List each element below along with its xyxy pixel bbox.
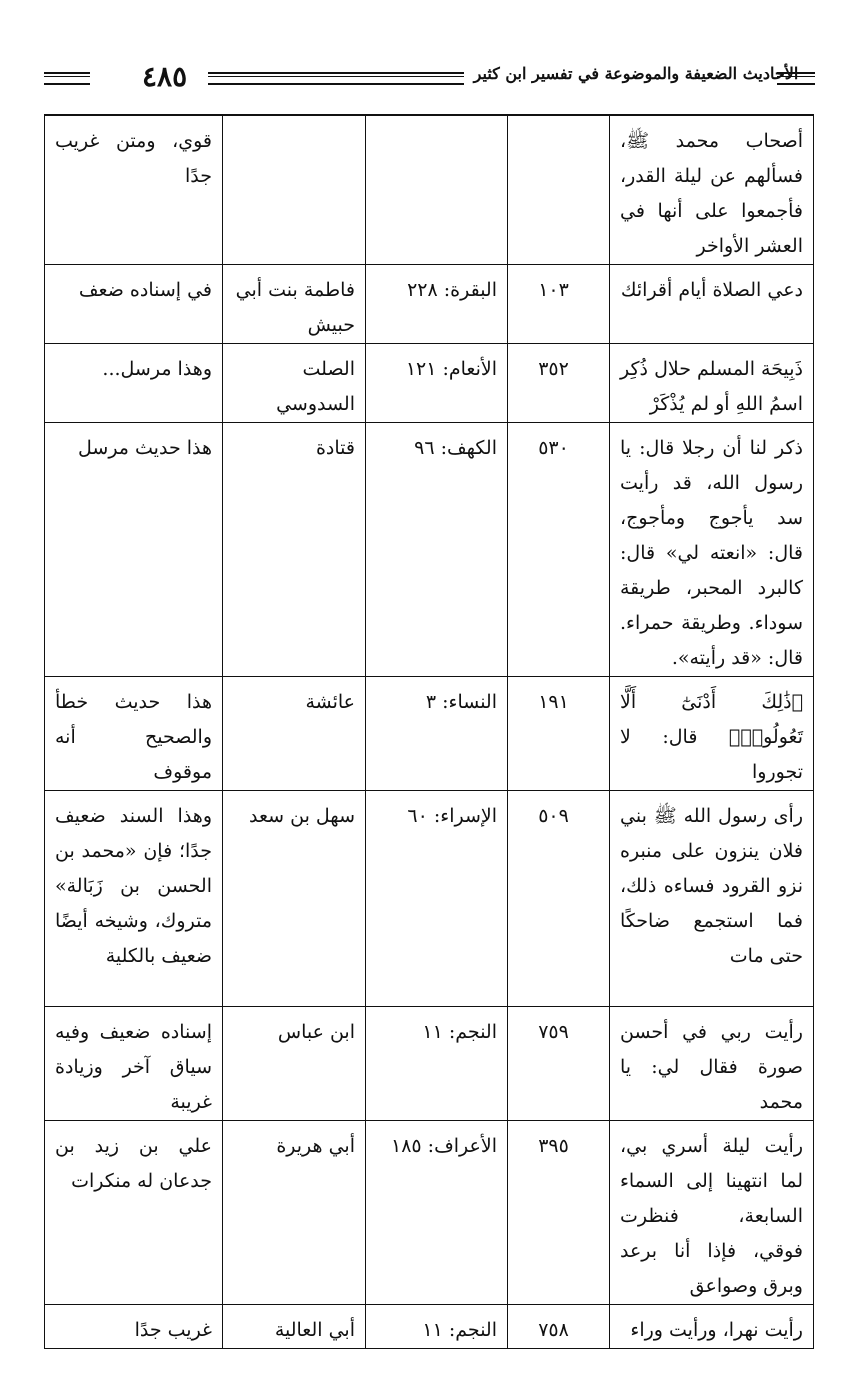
table-row [45,265,814,344]
quran-reference-cell: النجم: ١١ [366,1007,508,1121]
grade-cell: علي بن زيد بن جدعان له منكرات [45,1121,223,1305]
grade-cell: هذا حديث مرسل [45,423,223,677]
hadith-number-cell: ٧٥٨ [508,1305,610,1349]
quran-reference-cell: الأنعام: ١٢١ [366,344,508,423]
hadith-number-cell: ٥٣٠ [508,423,610,677]
table-row [45,791,814,1007]
narrator-cell: عائشة [223,677,366,791]
hadith-number-cell [508,115,610,265]
quran-reference-cell: النجم: ١١ [366,1305,508,1349]
narrator-cell: قتادة [223,423,366,677]
quran-reference-cell: البقرة: ٢٢٨ [366,265,508,344]
grade-cell: إسناده ضعيف وفيه سياق آخر وزيادة غريبة [45,1007,223,1121]
hadith-number-cell: ٧٥٩ [508,1007,610,1121]
quran-reference-cell: الإسراء: ٦٠ [366,791,508,1007]
hadith-number-cell: ١٠٣ [508,265,610,344]
grade-cell: وهذا السند ضعيف جدًا؛ فإن «محمد بن الحسن بن زَبَالة» متروك، وشيخه أيضًا ضعيف بالكلية [45,791,223,1007]
narrator-cell: أبي العالية [223,1305,366,1349]
grade-cell: غريب جدًا [45,1305,223,1349]
table-row [45,344,814,423]
quran-reference-cell: الأعراف: ١٨٥ [366,1121,508,1305]
quran-reference-cell: الكهف: ٩٦ [366,423,508,677]
hadith-text-cell: ذكر لنا أن رجلا قال: يا رسول الله، قد رأيت سد يأجوج ومأجوج، قال: «انعته لي» قال: كالبرد المحبر، طريقة سوداء. وطريقة حمراء. قال: «قد رأيته». [610,423,814,677]
hadith-table [44,114,814,1349]
narrator-cell: أبي هريرة [223,1121,366,1305]
table-row [45,677,814,791]
hadith-text-cell: ﴿ذَٰلِكَ أَدْنَىٰٓ أَلَّا تَعُولُوا۟﴾ قال: لا تجوروا [610,677,814,791]
hadith-number-cell: ٣٩٥ [508,1121,610,1305]
quran-reference-cell: النساء: ٣ [366,677,508,791]
hadith-text-cell: رأى رسول الله ﷺ بني فلان ينزون على منبره نزو القرود فساءه ذلك، فما استجمع ضاحكًا حتى مات [610,791,814,1007]
decorative-rule-middle [208,72,464,85]
hadith-text-cell: دعي الصلاة أيام أقرائك [610,265,814,344]
hadith-number-cell: ٣٥٢ [508,344,610,423]
narrator-cell: فاطمة بنت أبي حبيش [223,265,366,344]
table-row [45,1305,814,1349]
table-row [45,115,814,265]
table-row [45,1007,814,1121]
narrator-cell: سهل بن سعد [223,791,366,1007]
table-row [45,1121,814,1305]
grade-cell: في إسناده ضعف [45,265,223,344]
table-row [45,423,814,677]
grade-cell: هذا حديث خطأ والصحيح أنه موقوف [45,677,223,791]
grade-cell: قوي، ومتن غريب جدًا [45,115,223,265]
decorative-rule-left [44,72,90,85]
running-title: الأحاديث الضعيفة والموضوعة في تفسير ابن كثير [473,64,799,83]
hadith-text-cell: رأيت ليلة أسري بي، لما انتهينا إلى السماء السابعة، فنظرت فوقي، فإذا أنا برعد وبرق وصواعق [610,1121,814,1305]
decorative-rule-right [777,72,815,85]
hadith-text-cell: رأيت ربي في أحسن صورة فقال لي: يا محمد [610,1007,814,1121]
narrator-cell: الصلت السدوسي [223,344,366,423]
grade-cell: وهذا مرسل... [45,344,223,423]
hadith-text-cell: رأيت نهرا، ورأيت وراء [610,1305,814,1349]
hadith-text-cell: أصحاب محمد ﷺ، فسألهم عن ليلة القدر، فأجمعوا على أنها في العشر الأواخر [610,115,814,265]
hadith-text-cell: ذَبِيحَة المسلم حلال ذُكِر اسمُ اللهِ أو لم يُذْكَرْ [610,344,814,423]
quran-reference-cell [366,115,508,265]
page-number: ٤٨٥ [142,60,188,93]
narrator-cell [223,115,366,265]
page-header [44,60,815,93]
hadith-number-cell: ٥٠٩ [508,791,610,1007]
hadith-number-cell: ١٩١ [508,677,610,791]
narrator-cell: ابن عباس [223,1007,366,1121]
